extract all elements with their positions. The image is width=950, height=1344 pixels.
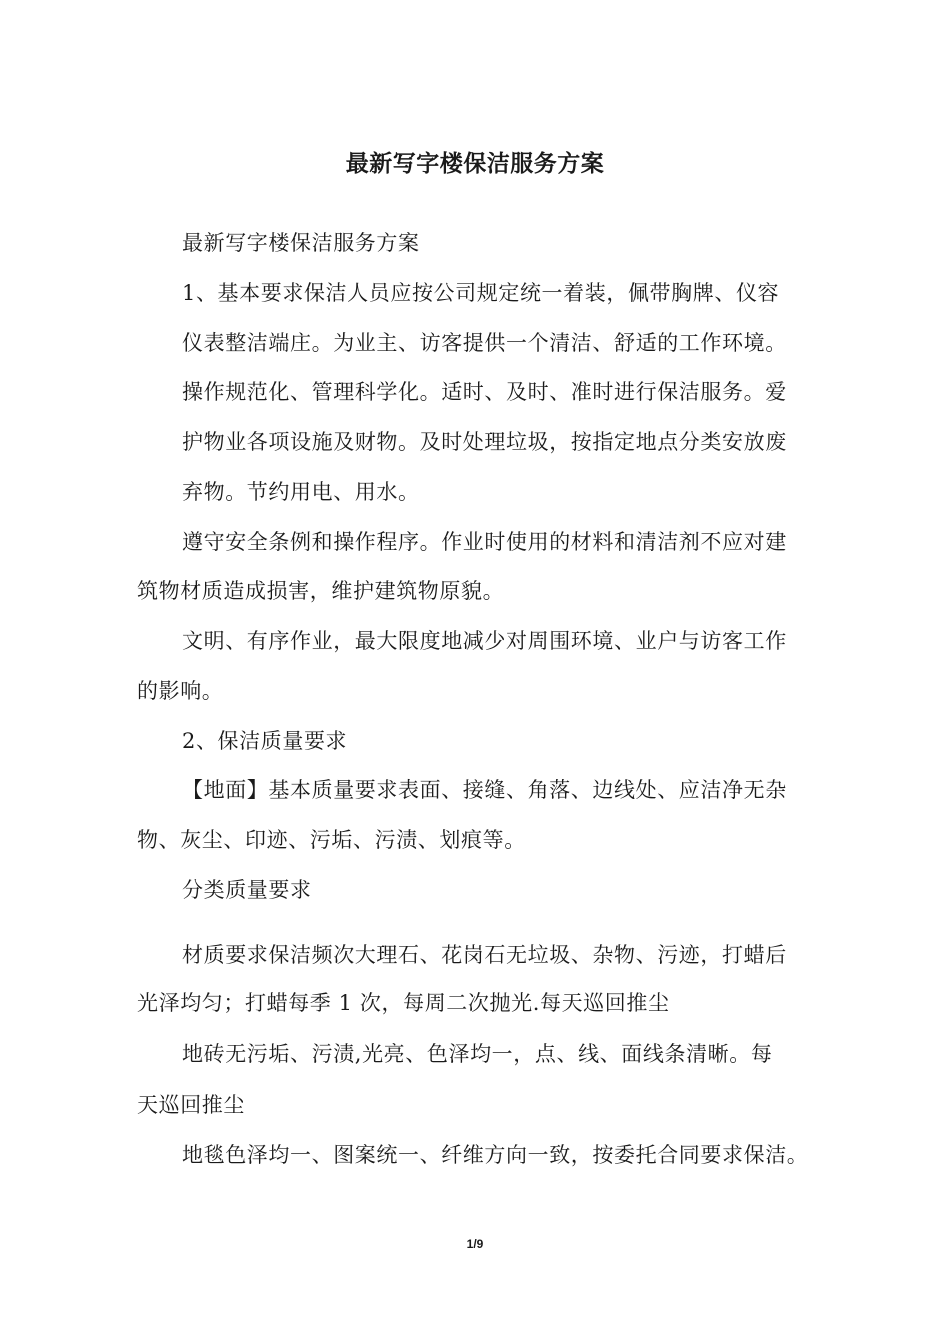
paragraph-line: 材质要求保洁频次大理石、花岗石无垃圾、杂物、污迹，打蜡后: [182, 943, 787, 967]
paragraph-line: 遵守安全条例和操作程序。作业时使用的材料和清洁剂不应对建: [182, 530, 787, 554]
document-title: 最新写字楼保洁服务方案: [345, 150, 605, 177]
paragraph-line: 地砖无污垢、污渍,光亮、色泽均一，点、线、面线条清晰。每: [182, 1042, 773, 1066]
paragraph-line: 弃物。节约用电、用水。: [182, 480, 420, 504]
paragraph-line: 护物业各项设施及财物。及时处理垃圾，按指定地点分类安放废: [182, 430, 787, 454]
paragraph-line: 文明、有序作业，最大限度地减少对周围环境、业户与访客工作: [182, 629, 787, 653]
paragraph-line: 最新写字楼保洁服务方案: [182, 231, 420, 255]
paragraph-line: 物、灰尘、印迹、污垢、污渍、划痕等。: [137, 828, 526, 852]
paragraph-line: 地毯色泽均一、图案统一、纤维方向一致，按委托合同要求保洁。: [182, 1143, 809, 1167]
paragraph-line: 筑物材质造成损害，维护建筑物原貌。: [137, 579, 505, 603]
subsection-heading: 分类质量要求: [182, 878, 312, 902]
paragraph-line: 仪表整洁端庄。为业主、访客提供一个清洁、舒适的工作环境。: [182, 331, 787, 355]
paragraph-line: 【地面】基本质量要求表面、接缝、角落、边线处、应洁净无杂: [182, 778, 787, 802]
page-number: 1/9: [466, 1237, 484, 1251]
paragraph-line: 的影响。: [137, 679, 224, 703]
paragraph-line: 天巡回推尘: [137, 1093, 245, 1117]
paragraph-line: 1、基本要求保洁人员应按公司规定统一着装，佩带胸牌、仪容: [182, 281, 780, 305]
section-heading: 2、保洁质量要求: [182, 729, 348, 753]
paragraph-line: 光泽均匀；打蜡每季 1 次，每周二次抛光.每天巡回推尘: [137, 991, 670, 1015]
paragraph-line: 操作规范化、管理科学化。适时、及时、准时进行保洁服务。爱: [182, 380, 787, 404]
